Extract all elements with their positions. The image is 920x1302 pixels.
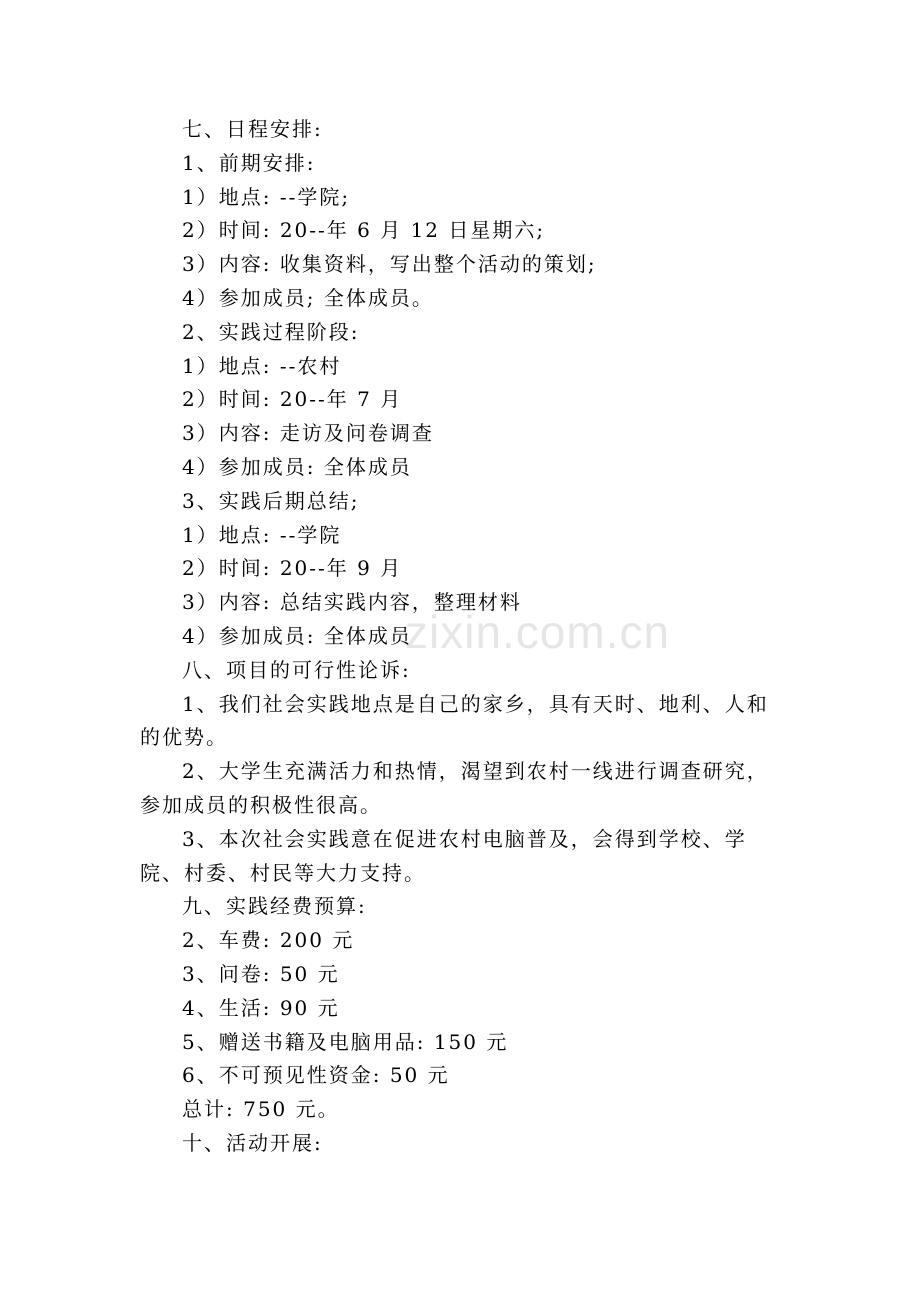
text-line: 4）参加成员: 全体成员 <box>182 454 412 479</box>
text-line: 3）内容: 走访及问卷调查 <box>182 421 434 446</box>
section-heading-schedule: 七、日程安排: <box>182 117 323 141</box>
text-line: 4）参加成员: 全体成员 <box>182 623 412 648</box>
section-heading-activities: 十、活动开展: <box>182 1130 323 1155</box>
section-heading-feasibility: 八、项目的可行性论诉: <box>182 657 411 682</box>
text-line: 2）时间: 20--年 7 月 <box>182 387 403 412</box>
budget-item: 6、不可预见性资金: 50 元 <box>182 1063 450 1088</box>
budget-total: 总计: 750 元。 <box>182 1097 340 1122</box>
text-line: 4）参加成员; 全体成员。 <box>182 285 434 310</box>
text-line: 1）地点: --学院 <box>182 522 342 547</box>
document-body <box>140 113 785 1161</box>
subsection-heading: 2、实践过程阶段: <box>182 319 360 344</box>
budget-item: 2、车费: 200 元 <box>182 928 355 953</box>
section-heading-budget: 九、实践经费预算: <box>182 894 367 919</box>
text-line: 2）时间: 20--年 6 月 12 日星期六; <box>182 218 546 243</box>
watermark: zixin.com.cn <box>405 606 671 658</box>
text-line: 1）地点: --学院; <box>182 184 351 209</box>
budget-item: 3、问卷: 50 元 <box>182 961 340 986</box>
text-line: 3）内容: 收集资料，写出整个活动的策划; <box>182 252 597 277</box>
text-line: 1）地点: --农村 <box>182 353 342 378</box>
subsection-heading: 3、实践后期总结; <box>182 488 360 513</box>
budget-item: 5、赠送书籍及电脑用品: 150 元 <box>182 1029 509 1054</box>
subsection-heading: 1、前期安排: <box>182 150 316 175</box>
paragraph: 3、本次社会实践意在促进农村电脑普及，会得到学校、学院、村委、村民等大力支持。 <box>140 826 747 885</box>
text-line: 2）时间: 20--年 9 月 <box>182 556 403 581</box>
budget-item: 4、生活: 90 元 <box>182 995 340 1020</box>
paragraph: 1、我们社会实践地点是自己的家乡，具有天时、地利、人和的优势。 <box>140 691 769 750</box>
paragraph: 2、大学生充满活力和热情，渴望到农村一线进行调查研究，参加成员的积极性很高。 <box>140 759 769 817</box>
text-line: 3）内容: 总结实践内容，整理材料 <box>182 590 522 615</box>
